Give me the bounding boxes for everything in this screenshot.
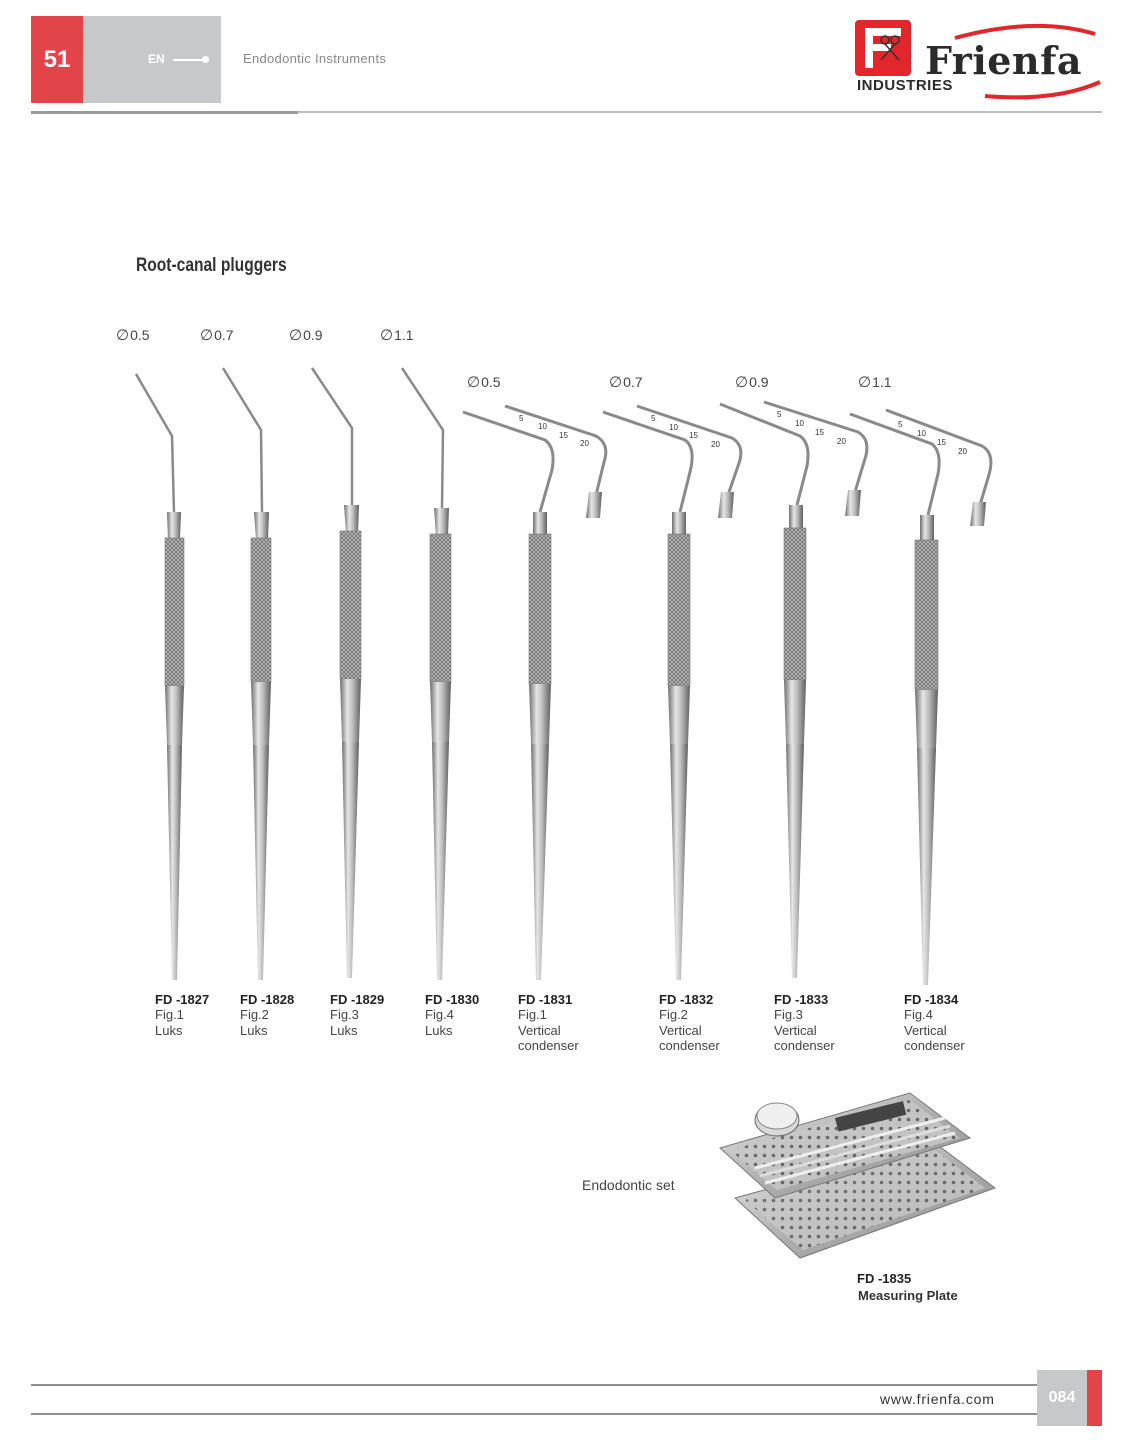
product-label xyxy=(518,992,579,1054)
product-code: FD -1827 xyxy=(155,992,210,1007)
diameter-label: ∅1.1 xyxy=(858,374,892,391)
product-label xyxy=(155,992,209,1038)
website-link[interactable]: www.frienfa.com xyxy=(880,1391,995,1407)
scale-mark: 5 xyxy=(651,414,656,423)
product-code: FD -1831 xyxy=(518,992,573,1007)
diameter-label: ∅0.5 xyxy=(467,374,501,391)
product-code: FD -1828 xyxy=(240,992,295,1007)
scale-mark: 15 xyxy=(937,438,946,447)
diameter-label: ∅0.7 xyxy=(609,374,643,391)
diameter-label: ∅0.7 xyxy=(200,327,234,344)
chapter-number: 51 xyxy=(43,45,71,73)
instrument-luks-1 xyxy=(136,374,184,980)
product-code: FD -1833 xyxy=(774,992,829,1007)
product-label xyxy=(240,992,294,1038)
diameter-label: ∅0.9 xyxy=(289,327,323,344)
product-fig: Fig.4 xyxy=(425,1007,454,1022)
footer-divider xyxy=(31,1384,1037,1386)
set-product-name: Measuring Plate xyxy=(858,1288,958,1303)
scale-mark: 15 xyxy=(689,431,698,440)
product-name: Vertical xyxy=(904,1022,947,1038)
page-title: Root-canal pluggers xyxy=(136,255,287,276)
product-fig: Fig.2 xyxy=(240,1007,269,1022)
endodontic-set-illustration xyxy=(715,1088,1000,1268)
product-fig: Fig.3 xyxy=(330,1007,359,1022)
product-name: Vertical xyxy=(518,1022,561,1038)
product-name: Luks xyxy=(330,1022,358,1038)
product-name: Luks xyxy=(240,1022,268,1038)
product-fig: Fig.2 xyxy=(659,1007,688,1022)
instrument-luks-4 xyxy=(402,368,451,980)
product-name-2: condenser xyxy=(518,1038,579,1053)
set-product-code: FD -1835 xyxy=(857,1271,912,1286)
language-label: EN xyxy=(148,52,165,66)
diameter-label: ∅1.1 xyxy=(380,327,414,344)
product-label xyxy=(904,992,965,1054)
product-fig: Fig.4 xyxy=(904,1007,933,1022)
product-label xyxy=(774,992,835,1054)
product-name-2: condenser xyxy=(659,1038,720,1053)
scale-mark: 5 xyxy=(898,420,903,429)
product-fig: Fig.1 xyxy=(518,1007,547,1022)
instrument-luks-2 xyxy=(223,368,271,980)
instrument-condenser-3 xyxy=(720,402,867,978)
product-name-2: condenser xyxy=(904,1038,965,1053)
product-label xyxy=(659,992,720,1054)
product-fig: Fig.1 xyxy=(155,1007,184,1022)
scale-mark: 10 xyxy=(669,423,678,432)
set-label: Endodontic set xyxy=(582,1177,675,1193)
product-fig: Fig.3 xyxy=(774,1007,803,1022)
instrument-condenser-2 xyxy=(603,406,741,980)
scale-mark: 20 xyxy=(837,437,846,446)
section-title: Endodontic Instruments xyxy=(243,51,387,66)
product-code: FD -1834 xyxy=(904,992,959,1007)
instrument-condenser-1 xyxy=(463,406,606,980)
product-name: Vertical xyxy=(774,1022,817,1038)
scale-mark: 20 xyxy=(580,439,589,448)
scale-mark: 10 xyxy=(795,419,804,428)
product-name-2: condenser xyxy=(774,1038,835,1053)
diameter-label: ∅0.9 xyxy=(735,374,769,391)
diameter-label: ∅0.5 xyxy=(116,327,150,344)
footer-divider xyxy=(31,1413,1037,1415)
product-name: Vertical xyxy=(659,1022,702,1038)
product-name: Luks xyxy=(425,1022,453,1038)
scale-mark: 20 xyxy=(958,447,967,456)
product-code: FD -1832 xyxy=(659,992,714,1007)
page-number: 084 xyxy=(1048,1389,1076,1406)
scale-mark: 10 xyxy=(538,422,547,431)
scale-mark: 20 xyxy=(711,440,720,449)
scale-mark: 15 xyxy=(815,428,824,437)
logo-wordmark: Frienfa xyxy=(925,38,1083,83)
scale-mark: 5 xyxy=(777,410,782,419)
instrument-luks-3 xyxy=(312,368,361,978)
scale-mark: 15 xyxy=(559,431,568,440)
page-number-accent xyxy=(1087,1370,1102,1426)
product-code: FD -1830 xyxy=(425,992,480,1007)
product-label xyxy=(425,992,479,1038)
scale-mark: 5 xyxy=(519,414,524,423)
product-label xyxy=(330,992,384,1038)
page-number-badge xyxy=(1037,1370,1087,1426)
logo-subtitle: INDUSTRIES xyxy=(857,77,953,94)
scale-mark: 10 xyxy=(917,429,926,438)
product-name: Luks xyxy=(155,1022,183,1038)
product-code: FD -1829 xyxy=(330,992,385,1007)
instrument-condenser-4 xyxy=(850,410,991,985)
